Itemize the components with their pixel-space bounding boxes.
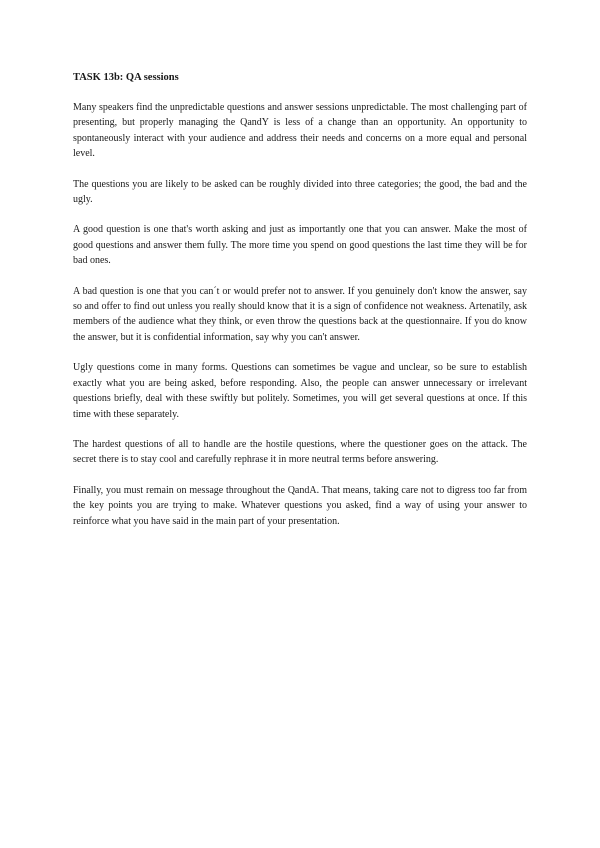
document-title: TASK 13b: QA sessions: [73, 72, 179, 83]
paragraph-good-question: A good question is one that's worth asking and just as importantly one that you can answer. Make the most of good questions and answer them fully. The more time you spend on good questions the last time they will be for bad ones.: [73, 224, 527, 267]
paragraph-ugly-questions: Ugly questions come in many forms. Questions can sometimes be vague and unclear, so be sure to establish exactly what you are being asked, before responding. Also, the people can answer unnecessary or irrelevant questions briefly, deal with these swiftly but politely. Sometimes, you will get several questions at once. If this time with these separately.: [73, 362, 527, 420]
paragraph-categories: The questions you are likely to be asked can be roughly divided into three categories; the good, the bad and the ugly.: [73, 178, 527, 206]
paragraph-intro: Many speakers find the unpredictable questions and answer sessions unpredictable. The most challenging part of presenting, but properly managing the QandY is less of a change than an opportunity. An opportunity to spontaneously interact with your audience and address their needs and concerns on a more equal and personal level.: [73, 102, 527, 160]
document-page: [73, 70, 527, 544]
paragraph-hostile-questions: The hardest questions of all to handle are the hostile questions, where the questioner goes on the attack. The secret there is to stay cool and carefully rephrase it in more neutral terms before answering.: [73, 438, 527, 466]
paragraph-bad-question: A bad question is one that you can´t or would prefer not to answer. If you genuinely don't know the answer, say so and offer to find out unless you really should know that it is a sign of confidence not weakness. Artenatily, ask members of the audience what they think, or even throw the questions back at the questionnaire. If you do know the answer, but it is confidential information, say why you can't answer.: [73, 285, 527, 343]
paragraph-conclusion: Finally, you must remain on message throughout the QandA. That means, taking care not to digress too far from the key points you are trying to make. Whatever questions you asked, find a way of using your answer to reinforce what you have said in the main part of your presentation.: [73, 484, 527, 527]
